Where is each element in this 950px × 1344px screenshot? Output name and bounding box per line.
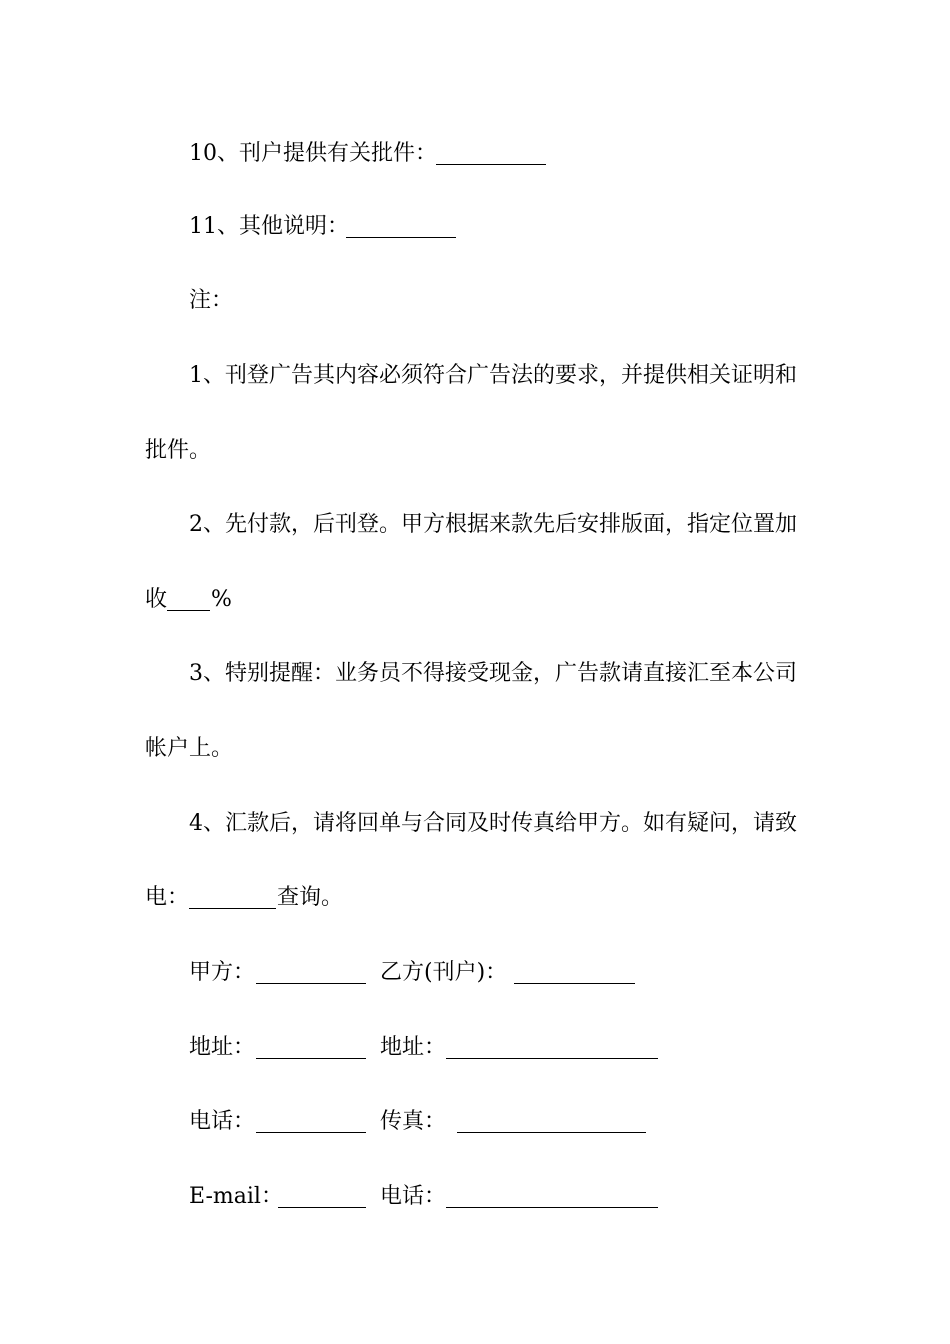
signature-row-address: [0, 1028, 950, 1068]
fax-b-label: 传真：: [380, 1109, 447, 1134]
note-3-text-2: 帐户上。: [145, 736, 234, 761]
note-4-suffix: 查询。: [277, 885, 344, 910]
party-b-label: 乙方(刊户)：: [380, 960, 508, 985]
note-1-line-2: [0, 431, 950, 471]
party-a-blank: [256, 983, 366, 984]
note-2-suffix: %: [211, 587, 232, 612]
note-3-line-2: [0, 729, 950, 769]
email-a-label: E-mail：: [189, 1184, 283, 1209]
phone-b-label: 电话：: [380, 1184, 447, 1209]
note-3-text-1: 3、特别提醒：业务员不得接受现金，广告款请直接汇至本公司: [189, 661, 797, 686]
note-4-line-2: [0, 878, 950, 918]
note-1-line-1: [0, 356, 950, 396]
item-11-line: [0, 207, 950, 247]
address-b-blank: [446, 1058, 658, 1059]
note-3-line-1: [0, 654, 950, 694]
note-heading-line: [0, 281, 950, 321]
note-2-percent-blank: [167, 610, 210, 611]
signature-row-parties: [0, 953, 950, 993]
note-4-line-1: [0, 804, 950, 844]
note-1-text-1: 1、刊登广告其内容必须符合广告法的要求，并提供相关证明和: [189, 363, 797, 388]
note-2-prefix: 收: [145, 587, 168, 612]
note-heading: 注：: [189, 288, 234, 313]
note-2-line-2: [0, 580, 950, 620]
item-11-label: 11、其他说明：: [189, 214, 349, 239]
signature-row-phone-fax: [0, 1102, 950, 1142]
signature-row-email-phone: [0, 1177, 950, 1217]
item-10-label: 10、刊户提供有关批件：: [189, 141, 437, 166]
party-b-blank: [514, 983, 635, 984]
note-4-phone-blank: [189, 908, 276, 909]
note-2-line-1: [0, 505, 950, 545]
item-11-blank: [346, 237, 456, 238]
phone-b-blank: [446, 1207, 658, 1208]
party-a-label: 甲方：: [189, 960, 256, 985]
email-a-blank: [278, 1207, 366, 1208]
fax-b-blank: [457, 1132, 646, 1133]
item-10-line: [0, 134, 950, 174]
note-4-text-1: 4、汇款后，请将回单与合同及时传真给甲方。如有疑问，请致: [189, 811, 797, 836]
note-2-text-1: 2、先付款，后刊登。甲方根据来款先后安排版面，指定位置加: [189, 512, 797, 537]
address-a-blank: [256, 1058, 366, 1059]
note-1-text-2: 批件。: [145, 438, 212, 463]
note-4-prefix: 电：: [145, 885, 190, 910]
address-b-label: 地址：: [380, 1035, 447, 1060]
phone-a-blank: [256, 1132, 366, 1133]
phone-a-label: 电话：: [189, 1109, 256, 1134]
item-10-blank: [436, 164, 546, 165]
address-a-label: 地址：: [189, 1035, 256, 1060]
